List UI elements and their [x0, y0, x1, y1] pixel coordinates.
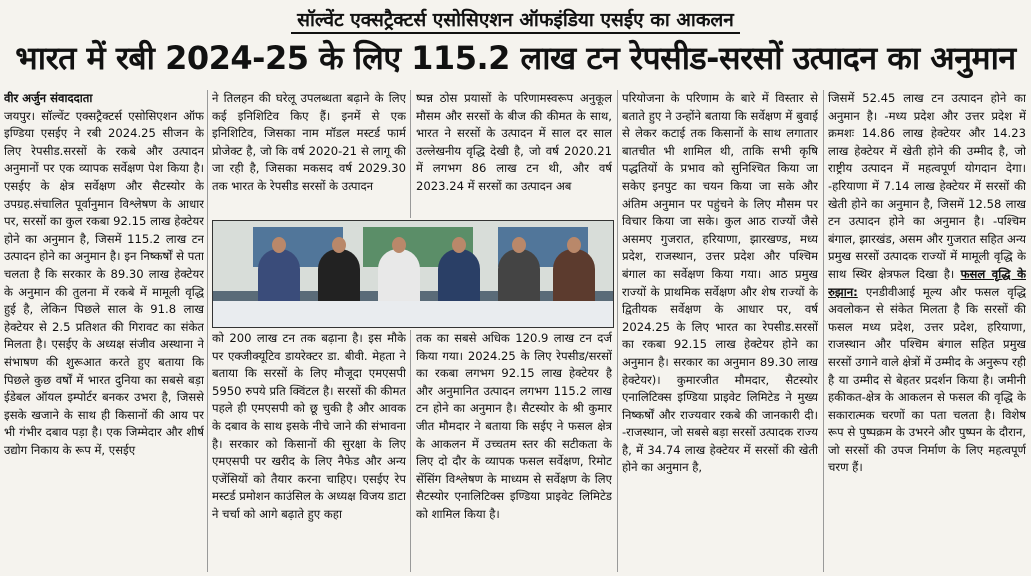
column-2-top-text: ने तिलहन की घरेलू उपलब्धता बढ़ाने के लिए कई इनिशिटिव किए हैं। इनमें से एक इनिशिटिव, जिसका नाम मॉडल मस्टर्ड फार्म प्रोजेक्ट है, जो कि वर्ष 2020-21 से लागू की जा रही है, जिसका मकसद वर्ष 2029.30 तक भारत के रेपसीड सरसों के उत्पादन — [212, 91, 406, 193]
kicker — [0, 6, 1031, 32]
column-rule — [617, 90, 618, 572]
column-rule — [410, 90, 411, 218]
column-5-lead: जिसमें 52.45 लाख टन उत्पादन होने का अनुमान है। -मध्य प्रदेश और उत्तर प्रदेश में क्रमशः 14.86 लाख हेक्टेयर और 14.23 लाख हेक्टेयर में खेती होने की उम्मीद है, जो राष्ट्रीय उत्पादन में महत्वपूर्ण योगदान देगा। -हरियाणा में 7.14 लाख हेक्टेयर में सरसों की खेती होने का अनुमान है, जिसमें 12.58 लाख टन उत्पादन होने का अनुमान है। -पश्चिम बंगाल, झारखंड, असम और गुजरात सहित अन्य प्रमुख सरसों उत्पादक राज्यों में मामूली वृद्धि के साथ स्थिर क्षेत्रफल दिखा है। — [828, 91, 1026, 281]
column-3-top — [416, 90, 612, 218]
column-1-text: जयपुर। सॉल्वेंट एक्सट्रैक्टर्स एसोसिएशन ऑफ इण्डिया एसईए ने रबी 2024.25 सीजन के लिए रेपसीड.सरसों के रकबे और उत्पादन अनुमानों पर एक व्यापक सर्वेक्षण पेश किया है। एसईए के क्षेत्र सर्वेक्षण और सैटस्योर के उपग्रह.संचालित पूर्वानुमान विश्लेषण के आधार पर, सरसों का कुल रकबा 92.15 लाख हेक्टेयर होने का अनुमान है, जिसमें 115.2 लाख टन उत्पादन होने का अनुमान है। इन निष्कर्षों से पता चलता है कि सरकार के 89.30 लाख हेक्टेयर के अनुमान की तुलना में रकबे में मामूली वृद्धि हुई है, लेकिन पिछले साल के 91.8 लाख हेक्टेयर से 2.5 प्रतिशत की गिरावट का संकेत मिलता है। एसईए के अध्यक्ष संजीव अस्थाना ने संभाषण की शुरूआत करते हुए बताया कि पिछले कुछ वर्षों में भारत दुनिया का सबसे बड़ा ईडेबल ऑयल इम्पोर्टर बनकर उभरा है, जिससे इसके खजाने के साथ ही किसानों की आय पर भी गंभीर दबाव पड़ा है। एक जिम्मेदार और शीर्ष उद्योग निकाय के रूप में, एसईए — [4, 108, 204, 457]
column-5 — [828, 90, 1026, 574]
byline: वीर अर्जुन संवाददाता — [4, 91, 93, 105]
column-rule — [410, 330, 411, 572]
headline: भारत में रबी 2024-25 के लिए 115.2 लाख टन रेपसीड-सरसों उत्पादन का अनुमान — [15, 39, 1016, 77]
column-2-bottom-text: को 200 लाख टन तक बढ़ाना है। इस मौके पर एक्जीक्यूटिव डायरेक्टर डा. बीवी. मेहता ने बताया कि सरसों के लिए मौजूदा एमएसपी 5950 रुपये प्रति क्विंटल है। सरसों की कीमत पहले ही एमएसपी को छू चुकी है और आवक के दबाव के साथ इसके नीचे जाने की संभावना है। सरकार को किसानों की सुरक्षा के लिए एमएसपी पर खरीद के लिए नैफेड और अन्य एजेंसियों को तैयार करना चाहिए। एसईए रेप मस्टर्ड प्रमोशन काउंसिल के अध्यक्ष विजय डाटा ने चर्चा को आगे बढ़ाते हुए कहा — [212, 331, 406, 521]
column-5-rest: एनडीवीआई मूल्य और फसल वृद्धि अवलोकन से संकेत मिलता है कि सरसों की फसल मध्य प्रदेश, उत्तर प्रदेश, हरियाणा, राजस्थान और पश्चिम बंगाल सहित प्रमुख सरसों उगाने वाले क्षेत्रों में उम्मीद के अनुरूप रही है या उम्मीद से बेहतर प्रदर्शन किया है। जमीनी हकीकत-क्षेत्र के आकलन से फसल की वृद्धि के सकारात्मक चरणों का पता चलता है। विशेष रूप से पुष्पक्रम के उभरने और पुष्पन के दौरान, जो सरसों की उपज निर्माण के लिए महत्वपूर्ण चरण हैं। — [828, 284, 1026, 475]
column-3-bottom — [416, 330, 612, 574]
column-3-top-text: ष्पन्न ठोस प्रयासों के परिणामस्वरूप अनुकूल मौसम और सरसों के बीज की कीमत के साथ, भारत ने सरसों के उत्पादन में साल दर साल उल्लेखनीय वृद्धि देखी है, जो वर्ष 2020.21 में लगभग 86 लाख टन थी, और वर्ष 2023.24 में सरसों का उत्पादन अब — [416, 91, 612, 193]
column-1 — [4, 90, 204, 574]
column-3-bottom-text: तक का सबसे अधिक 120.9 लाख टन दर्ज किया गया। 2024.25 के लिए रेपसीड/सरसों का रकबा लगभग 92.15 लाख हेक्टेयर है और अनुमानित उत्पादन लगभग 115.2 लाख टन होने का अनुमान है। सैटस्योर के श्री कुमार जीत मौमदार ने बताया कि सईए ने फसल क्षेत्र के आकलन में उच्चतम स्तर की सटीकता के लिए दो दौर के व्यापक फसल सर्वेक्षण, रिमोट सेंसिंग विश्लेषण के माध्यम से सर्वेक्षण के लिए सैटस्योर एनालिटिक्स इण्डिया प्राइवेट लिमिटेड को शामिल किया है। — [416, 331, 612, 521]
column-2-top — [212, 90, 406, 218]
event-photo — [212, 220, 614, 328]
kicker-text: सॉल्वेंट एक्सट्रैक्टर्स एसोसिएशन ऑफइंडिया एसईए का आकलन — [291, 9, 740, 34]
column-rule — [823, 90, 824, 572]
column-2-bottom — [212, 330, 406, 574]
column-rule — [207, 90, 208, 572]
subheading: फसल वृद्धि के रुझान: — [828, 266, 1026, 299]
column-4 — [622, 90, 818, 574]
column-4-text: परियोजना के परिणाम के बारे में विस्तार से बताते हुए ने उन्होंने बताया कि सर्वेक्षण में बुवाई से लेकर कटाई तक किसानों के साथ लगातार बातचीत भी शामिल थी, ताकि सभी कृषि पद्धतियों के प्रभाव को सुनिश्चित किया जा सकेए इनपुट का चयन किया जा सके और अंतिम अनुमान पर पहुंचने के लिए मौसम पर विचार किया जा सके। कुल आठ राज्यों जैसे असमए गुजरात, हरियाणा, झारखण्ड, मध्य प्रदेश, राजस्थान, उत्तर प्रदेश और पश्चिम बंगाल का सर्वेक्षण किया गया। आठ प्रमुख राज्यों के प्राथमिक सर्वेक्षण और शेष राज्यों के द्वितीयक सर्वेक्षण के आधार पर, वर्ष 2024.25 के लिए भारत का रेपसीड.सरसों का रकबा 92.15 लाख हेक्टेयर होने का अनुमान है। सरकार का अनुमान 89.30 लाख हेक्टेयर)। कुमारजीत मौमदार, सैटस्योर एनालिटिक्स इण्डिया प्राइवेट लिमिटेड ने मुख्य निष्कर्षों और राज्यवार रकबे की जानकारी दी। -राजस्थान, जो सबसे बड़ा सरसों उत्पादक राज्य है, में 34.74 लाख हेक्टेयर में सरसों की खेती होने का अनुमान है, — [622, 91, 818, 475]
